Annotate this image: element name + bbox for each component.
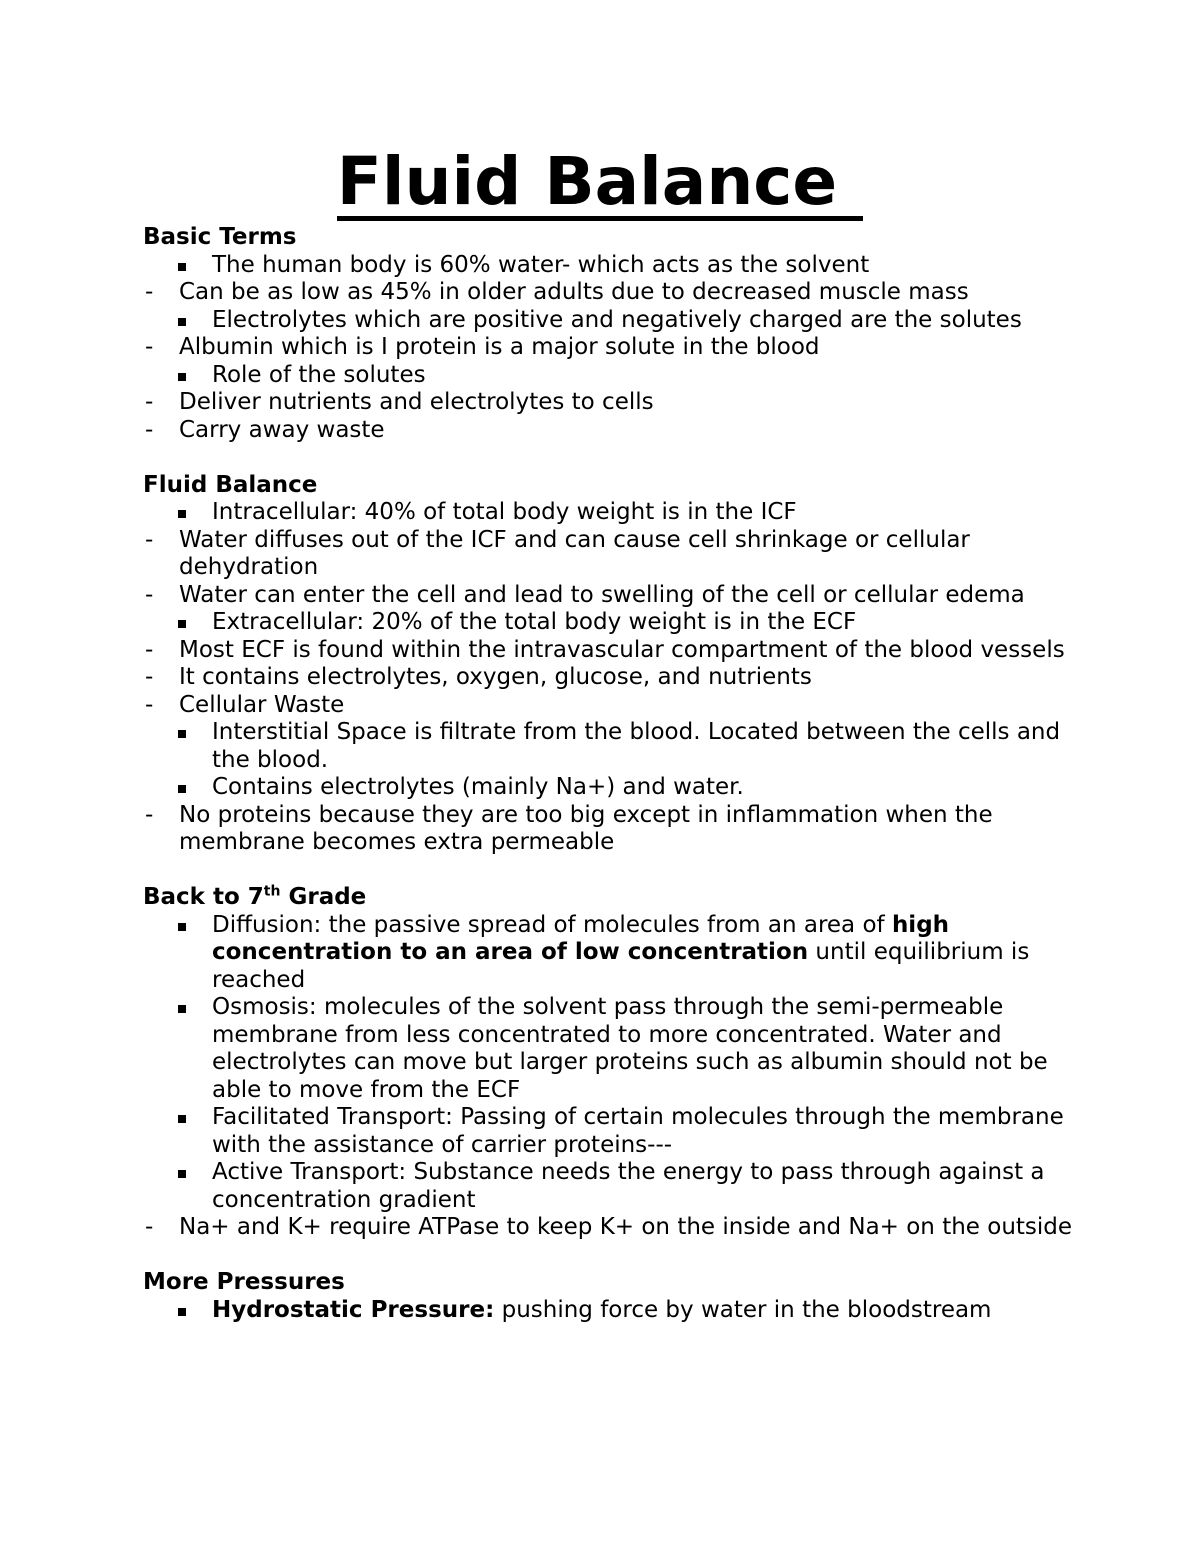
- square-bullet-icon: [178, 923, 186, 931]
- section-heading: Fluid Balance: [143, 471, 318, 498]
- list-item: Interstitial Space is filtrate from the blood. Located between the cells and the blood.: [143, 719, 1073, 774]
- sub-list-item: - Albumin which is I protein is a major solute in the blood: [145, 334, 820, 360]
- section-heading: More Pressures: [143, 1269, 345, 1295]
- sub-list-item: - Most ECF is found within the intravascular compartment of the blood vessels: [145, 636, 1065, 663]
- sub-list-item: - Na+ and K+ require ATPase to keep K+ on the inside and Na+ on the outside: [145, 1214, 1073, 1240]
- document-body: [143, 224, 1073, 1324]
- list-item: The human body is 60% water- which acts as the solvent: [143, 252, 1073, 280]
- square-bullet-icon: [178, 1005, 186, 1013]
- list-item: Electrolytes which are positive and negatively charged are the solutes: [143, 307, 1073, 335]
- dash-bullet-icon: -: [145, 416, 154, 443]
- sub-list-item: - Cellular Waste: [145, 691, 345, 718]
- list-item: Extracellular: 20% of the total body weight is in the ECF: [143, 609, 1073, 637]
- list-item: Intracellular: 40% of total body weight is in the ICF: [143, 499, 1073, 527]
- list-item-active-transport: Active Transport: Substance needs the energy to pass through against a concentration gradient: [143, 1159, 1073, 1214]
- dash-bullet-icon: -: [145, 691, 154, 718]
- list-item-hydrostatic-pressure: Hydrostatic Pressure: pushing force by water in the bloodstream: [143, 1297, 1073, 1325]
- dash-bullet-icon: -: [145, 526, 154, 553]
- square-bullet-icon: [178, 318, 186, 326]
- section-heading: Back to 7th Grade: [143, 883, 367, 910]
- list-item: Contains electrolytes (mainly Na+) and water.: [143, 774, 1073, 802]
- sub-list-item: - Water can enter the cell and lead to swelling of the cell or cellular edema: [145, 581, 1025, 608]
- sub-list-item: - Water diffuses out of the ICF and can cause cell shrinkage or cellular dehydration: [145, 526, 970, 580]
- square-bullet-icon: [178, 620, 186, 628]
- square-bullet-icon: [178, 730, 186, 738]
- section-fluid-balance: [143, 472, 1073, 857]
- sub-list-item: - No proteins because they are too big except in inflammation when the membrane becomes extra permeable: [145, 801, 993, 855]
- list-item: Role of the solutes: [143, 362, 1073, 390]
- square-bullet-icon: [178, 510, 186, 518]
- document-title: Fluid Balance: [0, 142, 1200, 222]
- sub-list-item: - Deliver nutrients and electrolytes to cells: [145, 389, 654, 415]
- square-bullet-icon: [178, 263, 186, 271]
- square-bullet-icon: [178, 1115, 186, 1123]
- dash-bullet-icon: -: [145, 581, 154, 608]
- dash-bullet-icon: -: [145, 664, 154, 690]
- dash-bullet-icon: -: [145, 389, 154, 415]
- square-bullet-icon: [178, 1308, 186, 1316]
- section-back-to-7th-grade: [143, 884, 1073, 1242]
- square-bullet-icon: [178, 1170, 186, 1178]
- sub-list-item: - Carry away waste: [145, 416, 385, 443]
- section-basic-terms: [143, 224, 1073, 444]
- sub-list-item: - Can be as low as 45% in older adults due to decreased muscle mass: [145, 279, 969, 305]
- bullet-list: [143, 912, 1073, 1242]
- dash-bullet-icon: -: [145, 801, 154, 828]
- dash-bullet-icon: -: [145, 334, 154, 360]
- section-heading: Basic Terms: [143, 224, 297, 250]
- bullet-list: [143, 252, 1073, 445]
- dash-bullet-icon: -: [145, 636, 154, 663]
- list-item-osmosis: Osmosis: molecules of the solvent pass through the semi-permeable membrane from less concentrated to more concentrated. Water and electrolytes can move but larger proteins such as albumin should not be able to move from the ECF: [143, 994, 1073, 1104]
- sub-list-item: - It contains electrolytes, oxygen, glucose, and nutrients: [145, 664, 812, 690]
- square-bullet-icon: [178, 785, 186, 793]
- dash-bullet-icon: -: [145, 1214, 154, 1240]
- dash-bullet-icon: -: [145, 279, 154, 305]
- bullet-list: [143, 1297, 1073, 1325]
- list-item-facilitated-transport: Facilitated Transport: Passing of certain molecules through the membrane with the assistance of carrier proteins---: [143, 1104, 1073, 1159]
- bullet-list: [143, 499, 1073, 857]
- square-bullet-icon: [178, 373, 186, 381]
- list-item-diffusion: Diffusion: the passive spread of molecules from an area of high concentration to an area of low concentration until equilibrium is reached: [143, 912, 1073, 995]
- section-more-pressures: [143, 1269, 1073, 1324]
